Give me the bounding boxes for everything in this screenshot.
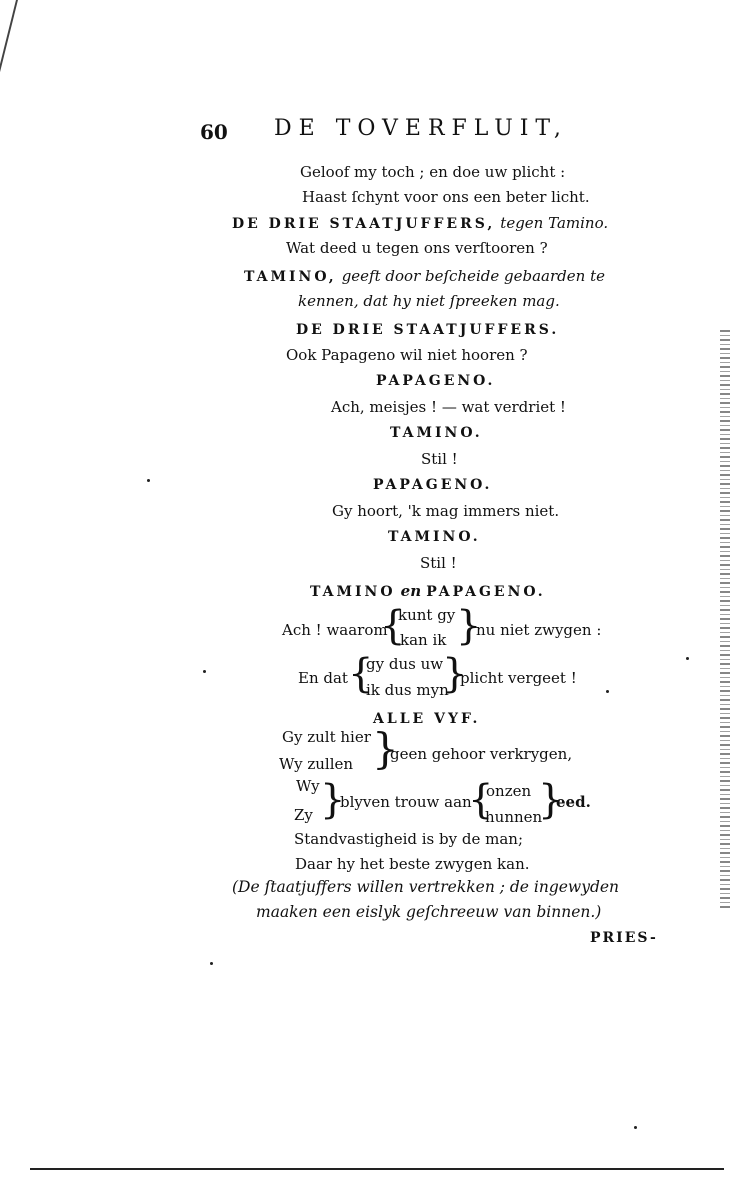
ink-speck [634,1126,637,1129]
verse-fragment: Ach ! waarom [282,621,388,639]
verse-fragment: ik dus myn [366,681,449,699]
verse-fragment: kan ik [400,631,447,649]
brace-open: { [348,651,374,697]
speaker-heading [232,213,608,232]
verse-fragment: hunnen [485,808,543,826]
verse-line: Daar hy het beste zwygen kan. [295,855,530,873]
brace-close: } [442,651,468,697]
speaker-conjunction: en [400,582,422,600]
verse-line: Ook Papageno wil niet hooren ? [286,346,528,364]
speaker-name: TAMINO, [244,269,337,285]
verse-fragment: gy dus uw [366,655,444,673]
ink-speck [210,962,213,965]
brace-close: } [320,777,346,823]
verse-line: Wat deed u tegen ons verſtooren ? [286,239,548,257]
verse-fragment: Zy [294,806,313,824]
verse-fragment: blyven trouw aan [340,793,472,811]
brace-open: { [468,777,494,823]
verse-fragment: eed. [556,793,591,811]
verse-line: Stil ! [420,554,457,572]
ink-speck [203,670,206,673]
verse-line: Ach, meisjes ! — wat verdriet ! [331,398,566,416]
speaker-heading [310,581,546,600]
page-edge-mark [0,0,44,80]
page-bottom-edge [30,1168,724,1170]
speaker-name: DE DRIE STAATJUFFERS, [232,216,496,232]
ink-speck [606,690,609,693]
ink-speck [147,479,150,482]
verse-fragment: geen gehoor verkrygen, [390,745,573,763]
speaker-heading: PAPAGENO. [373,477,493,493]
speaker-heading: ALLE VYF. [373,711,481,727]
stage-direction: geeft door beſcheide gebaarden te [341,267,605,285]
speaker-name: PAPAGENO. [426,584,546,600]
page-edge-shadow [720,330,730,910]
page-number: 60 [200,120,228,144]
verse-fragment: plicht vergeet ! [460,669,577,687]
verse-line: Standvastigheid is by de man; [294,830,523,848]
stage-direction: (De ſtaatjuffers willen vertrekken ; de ingewyden [232,878,620,896]
verse-line: Stil ! [421,450,458,468]
speaker-heading: DE DRIE STAATJUFFERS. [296,322,560,338]
verse-fragment: kunt gy [398,606,456,624]
speaker-heading: PAPAGENO. [376,373,496,389]
verse-line: Haast ſchynt voor ons een beter licht. [302,188,590,206]
speaker-name: TAMINO [310,584,396,600]
ink-speck [686,657,689,660]
brace-close: } [372,724,399,773]
catchword: PRIES- [590,930,658,946]
speaker-heading: TAMINO. [388,529,481,545]
verse-fragment: Wy [296,777,320,795]
running-title: DE TOVERFLUIT, [274,116,568,141]
verse-line: Gy hoort, 'k mag immers niet. [332,502,560,520]
speaker-heading: TAMINO. [390,425,483,441]
stage-direction: kennen, dat hy niet ſpreeken mag. [298,292,560,310]
stage-direction: tegen Tamino. [500,214,609,232]
brace-open: { [380,603,406,649]
verse-fragment: onzen [486,782,532,800]
speaker-heading [244,266,605,285]
brace-close: } [456,603,482,649]
stage-direction: maaken een eislyk geſchreeuw van binnen.) [256,903,602,921]
verse-fragment: Wy zullen [279,755,354,773]
brace-close: } [538,777,564,823]
verse-line: Geloof my toch ; en doe uw plicht : [300,163,566,181]
verse-fragment: nu niet zwygen : [476,621,602,639]
verse-fragment: Gy zult hier [282,728,371,746]
verse-fragment: En dat [298,669,348,687]
